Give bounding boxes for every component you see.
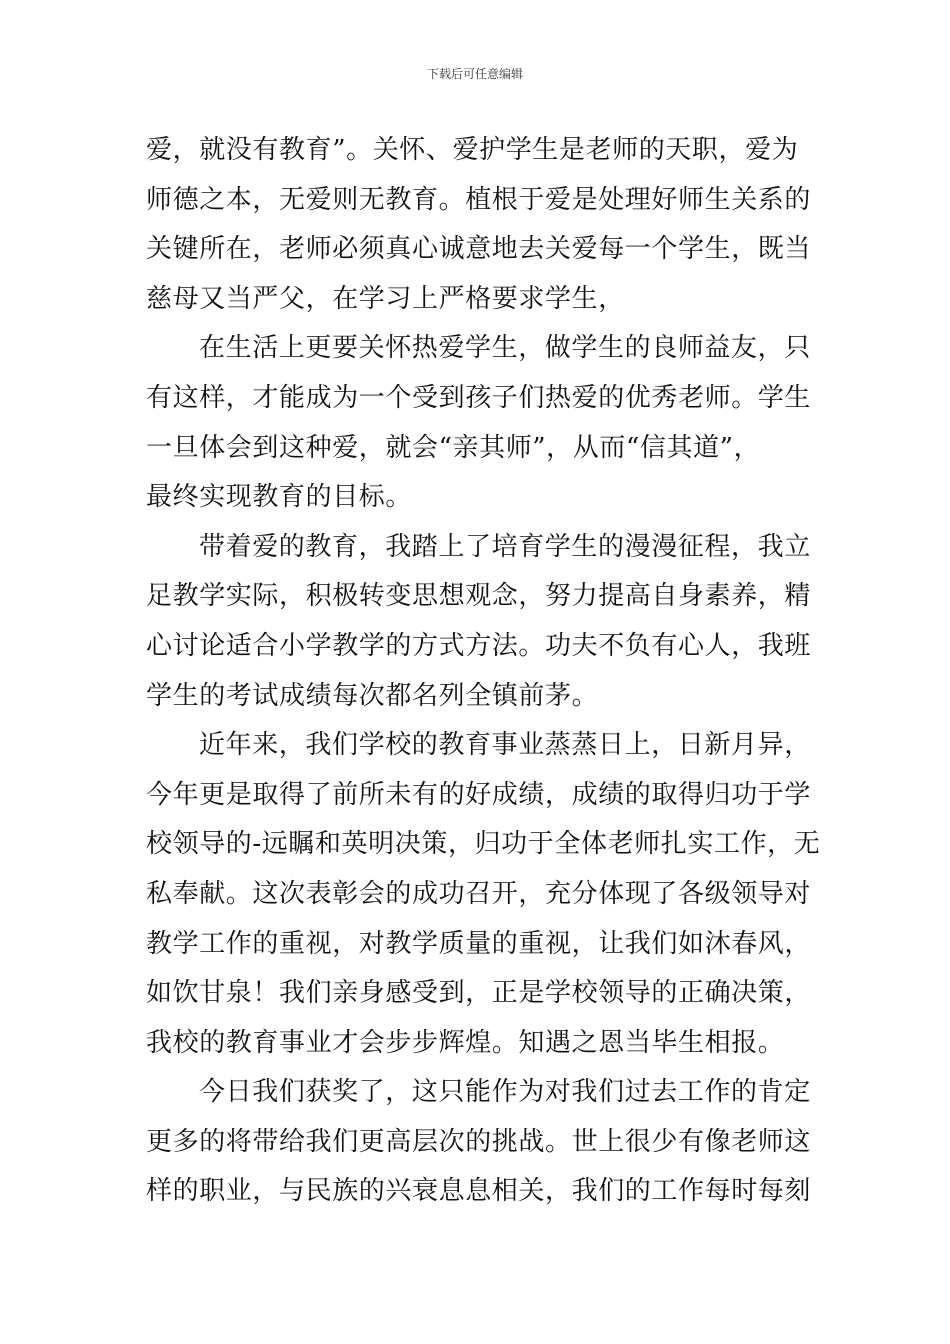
text-line: 如饮甘泉！我们亲身感受到，正是学校领导的正确决策， [146, 978, 812, 1009]
document-body [146, 126, 821, 1217]
text-line: 今年更是取得了前所未有的好成绩，成绩的取得归功于学 [146, 779, 812, 810]
text-line: 关键所在，老师必须真心诚意地去关爱每一个学生，既当 [146, 234, 812, 265]
text-line: 我校的教育事业才会步步辉煌。知遇之恩当毕生相报。 [146, 1027, 785, 1058]
text-line: 更多的将带给我们更高层次的挑战。世上很少有像老师这 [146, 1126, 812, 1157]
paragraph-start-line: 近年来，我们学校的教育事业蒸蒸日上，日新月异， [199, 730, 811, 761]
text-line: 心讨论适合小学教学的方式方法。功夫不负有心人，我班 [146, 630, 812, 661]
text-line: 最终实现教育的目标。 [146, 482, 413, 513]
paragraph-start-line: 今日我们获奖了，这只能作为对我们过去工作的肯定 [199, 1077, 811, 1108]
text-line: 校领导的-远瞩和英明决策，归功于全体老师扎实工作，无 [146, 829, 821, 860]
text-line: 慈母又当严父，在学习上严格要求学生， [146, 283, 625, 314]
text-line: 一旦体会到这种爱，就会“亲其师”，从而“信其道”， [146, 432, 761, 463]
text-line: 教学工作的重视，对教学质量的重视，让我们如沐春风， [146, 928, 812, 959]
text-line: 师德之本，无爱则无教育。植根于爱是处理好师生关系的 [146, 184, 812, 215]
text-line: 私奉献。这次表彰会的成功召开，充分体现了各级领导对 [146, 878, 812, 909]
text-line: 爱，就没有教育”。关怀、爱护学生是老师的天职，爱为 [146, 135, 799, 165]
paragraph-start-line: 带着爱的教育，我踏上了培育学生的漫漫征程，我立 [199, 531, 811, 562]
text-line: 样的职业，与民族的兴衰息息相关，我们的工作每时每刻 [146, 1176, 812, 1207]
page-header-note: 下载后可任意编辑 [426, 67, 523, 81]
paragraph-start-line: 在生活上更要关怀热爱学生，做学生的良师益友，只 [199, 333, 811, 364]
text-line: 有这样，才能成为一个受到孩子们热爱的优秀老师。学生 [146, 382, 812, 413]
text-line: 足教学实际，积极转变思想观念，努力提高自身素养，精 [146, 581, 812, 612]
text-line: 学生的考试成绩每次都名列全镇前茅。 [146, 680, 599, 711]
